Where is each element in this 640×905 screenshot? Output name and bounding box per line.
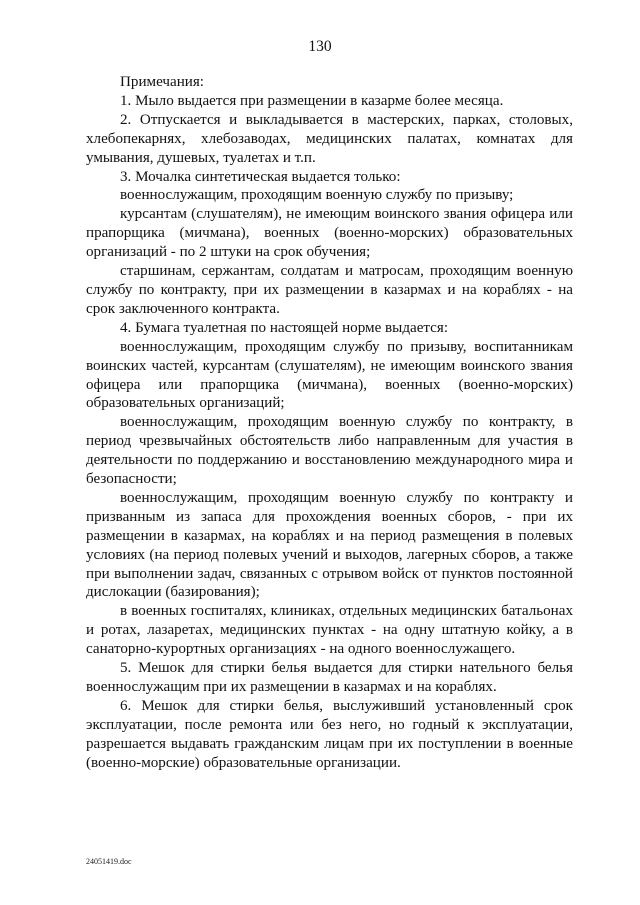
note-4-item: военнослужащим, проходящим военную службу по контракту, в период чрезвычайных обстоятельств либо направленным для участия в деятельности по поддержанию и восстановлению международного мира и безопасности;: [86, 414, 573, 488]
note-4-item: в военных госпиталях, клиниках, отдельных медицинских батальонах и ротах, лазаретах, медицинских пунктах - на одну штатную койку, а в санаторно-курортных организациях - на одного военнослужащего.: [86, 603, 573, 658]
note-1: 1. Мыло выдается при размещении в казарме более месяца.: [120, 92, 504, 109]
note-3-item: военнослужащим, проходящим военную службу по призыву;: [120, 187, 514, 204]
note-3-item: старшинам, сержантам, солдатам и матросам, проходящим военную службу по контракту, при их размещении в казармах и на кораблях - на срок заключенного контракта.: [86, 263, 573, 317]
note-6: 6. Мешок для стирки белья, выслуживший установленный срок эксплуатации, после ремонта или без него, но годный к эксплуатации, разрешается выдавать гражданским лицам при их поступлении в военные (военно-морские) образовательные организации.: [86, 697, 573, 771]
document-body: [86, 73, 573, 773]
note-4: 4. Бумага туалетная по настоящей норме выдается:: [120, 319, 449, 336]
notes-heading: Примечания:: [120, 74, 204, 90]
note-3: 3. Мочалка синтетическая выдается только:: [120, 168, 401, 185]
note-2: 2. Отпускается и выкладывается в мастерских, парках, столовых, хлебопекарнях, хлебозаводах, медицинских палатах, комнатах для умывания, душевых, туалетах и т.п.: [86, 111, 573, 166]
note-5: 5. Мешок для стирки белья выдается для стирки нательного белья военнослужащим при их размещении в казармах и на кораблях.: [86, 660, 573, 695]
page-number: 130: [308, 38, 332, 55]
note-4-item: военнослужащим, проходящим службу по призыву, воспитанникам воинских частей, курсантам (слушателям), не имеющим воинского звания офицера или прапорщика (мичмана), военных (военно-морских) образовательных организаций;: [86, 338, 573, 412]
note-3-item: курсантам (слушателям), не имеющим воинского звания офицера или прапорщика (мичмана), военных (военно-морских) образовательных организаций - по 2 штуки на срок обучения;: [86, 206, 573, 261]
footer-filename: 24051419.doc: [86, 857, 132, 866]
note-4-item: военнослужащим, проходящим военную службу по контракту и призванным из запаса для прохождения военных сборов, - при их размещении в казармах, на кораблях и на период размещения в полевых условиях (на период полевых учений и выходов, лагерных сборов, а также при выполнении задач, связанных с отрывом войск от пунктов постоянной дислокации (базирования);: [86, 489, 573, 601]
